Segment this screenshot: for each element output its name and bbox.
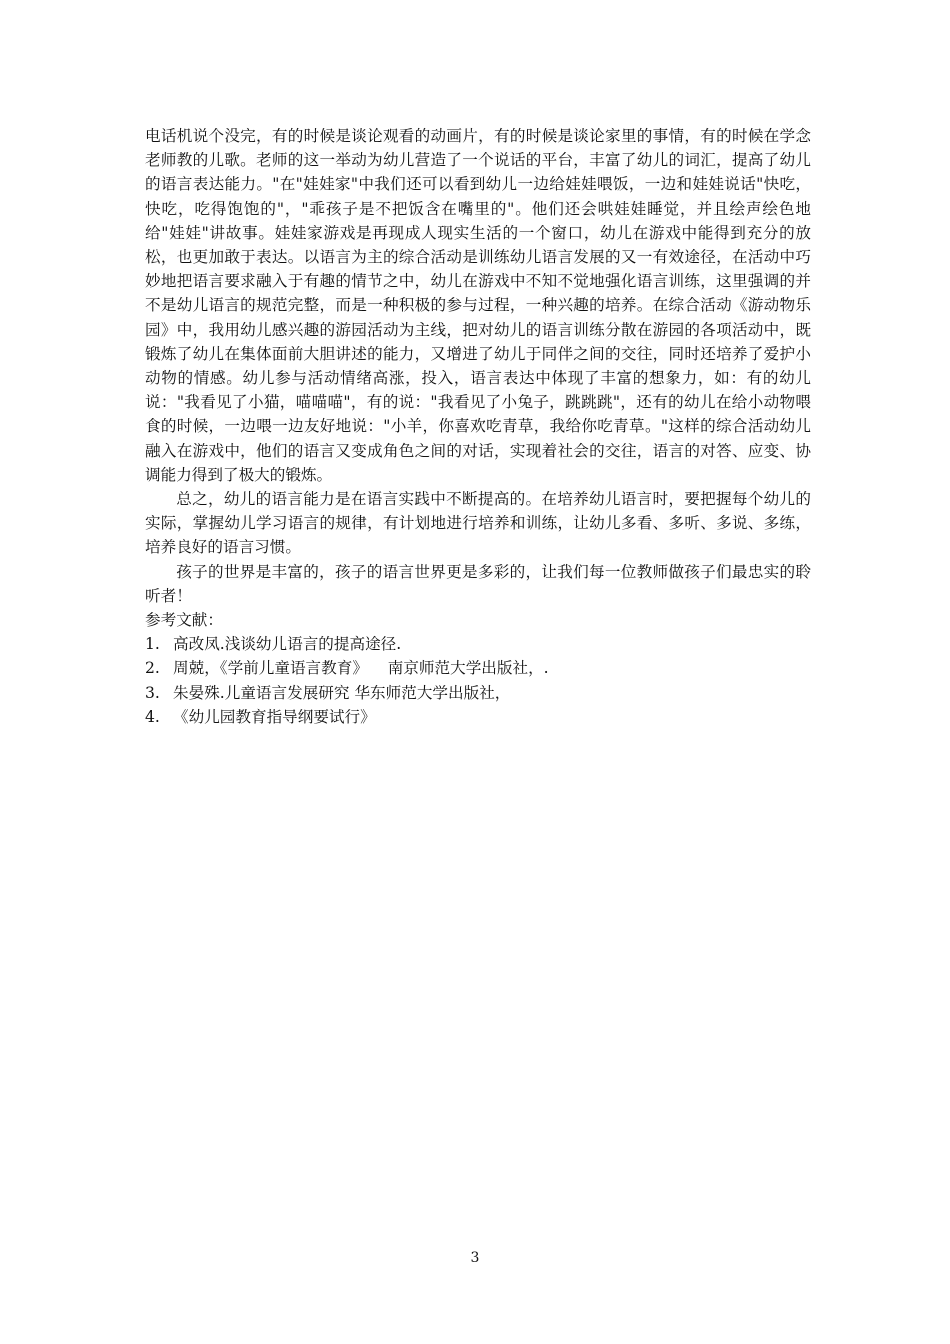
body-paragraph-continued: 电话机说个没完，有的时候是谈论观看的动画片，有的时候是谈论家里的事情，有的时候在学念老师教的儿歌。老师的这一举动为幼儿营造了一个说话的平台，丰富了幼儿的词汇，提高了幼儿的语言表达能力。"在"娃娃家"中我们还可以看到幼儿一边给娃娃喂饭，一边和娃娃说话"快吃，快吃，吃得饱饱的"，"乖孩子是不把饭含在嘴里的"。他们还会哄娃娃睡觉，并且绘声绘色地给"娃娃"讲故事。娃娃家游戏是再现成人现实生活的一个窗口，幼儿在游戏中能得到充分的放松，也更加敢于表达。以语言为主的综合活动是训练幼儿语言发展的又一有效途径，在活动中巧妙地把语言要求融入于有趣的情节之中，幼儿在游戏中不知不觉地强化语言训练，这里强调的并不是幼儿语言的规范完整，而是一种积极的参与过程，一种兴趣的培养。在综合活动《游动物乐园》中，我用幼儿感兴趣的游园活动为主线，把对幼儿的语言训练分散在游园的各项活动中，既锻炼了幼儿在集体面前大胆讲述的能力，又增进了幼儿于同伴之间的交往，同时还培养了爱护小动物的情感。幼儿参与活动情绪高涨，投入，语言表达中体现了丰富的想象力，如：有的幼儿说："我看见了小猫，喵喵喵"，有的说："我看见了小兔子，跳跳跳"，还有的幼儿在给小动物喂食的时候，一边喂一边友好地说："小羊，你喜欢吃青草，我给你吃青草。"这样的综合活动幼儿融入在游戏中，他们的语言又变成角色之间的对话，实现着社会的交往，语言的对答、应变、协调能力得到了极大的锻炼。 <box>145 127 811 484</box>
reference-text: 《幼儿园教育指导纲要试行》 <box>173 707 376 726</box>
document-body <box>145 124 811 729</box>
references-heading: 参考文献： <box>145 611 223 630</box>
body-paragraph-closing: 孩子的世界是丰富的，孩子的语言世界更是多彩的，让我们每一位教师做孩子们最忠实的聆听者！ <box>145 562 811 605</box>
body-paragraph-summary: 总之，幼儿的语言能力是在语言实践中不断提高的。在培养幼儿语言时，要把握每个幼儿的实际，掌握幼儿学习语言的规律，有计划地进行培养和训练，让幼儿多看、多听、多说、多练，培养良好的语言习惯。 <box>145 490 811 557</box>
reference-text: 周兢，《学前儿童语言教育》 南京师范大学出版社，. <box>173 659 549 678</box>
reference-number: 2. <box>145 659 160 678</box>
reference-number: 1. <box>145 635 160 654</box>
reference-item <box>145 632 811 656</box>
reference-text: 高改凤.浅谈幼儿语言的提高途径. <box>173 635 402 654</box>
page-number: 3 <box>470 1250 480 1266</box>
reference-item <box>145 656 811 680</box>
reference-item <box>145 681 811 705</box>
reference-text: 朱晏殊.儿童语言发展研究 华东师范大学出版社， <box>173 683 511 702</box>
reference-number: 4. <box>145 707 160 726</box>
reference-number: 3. <box>145 683 160 702</box>
reference-item <box>145 705 811 729</box>
references-list <box>145 632 811 729</box>
